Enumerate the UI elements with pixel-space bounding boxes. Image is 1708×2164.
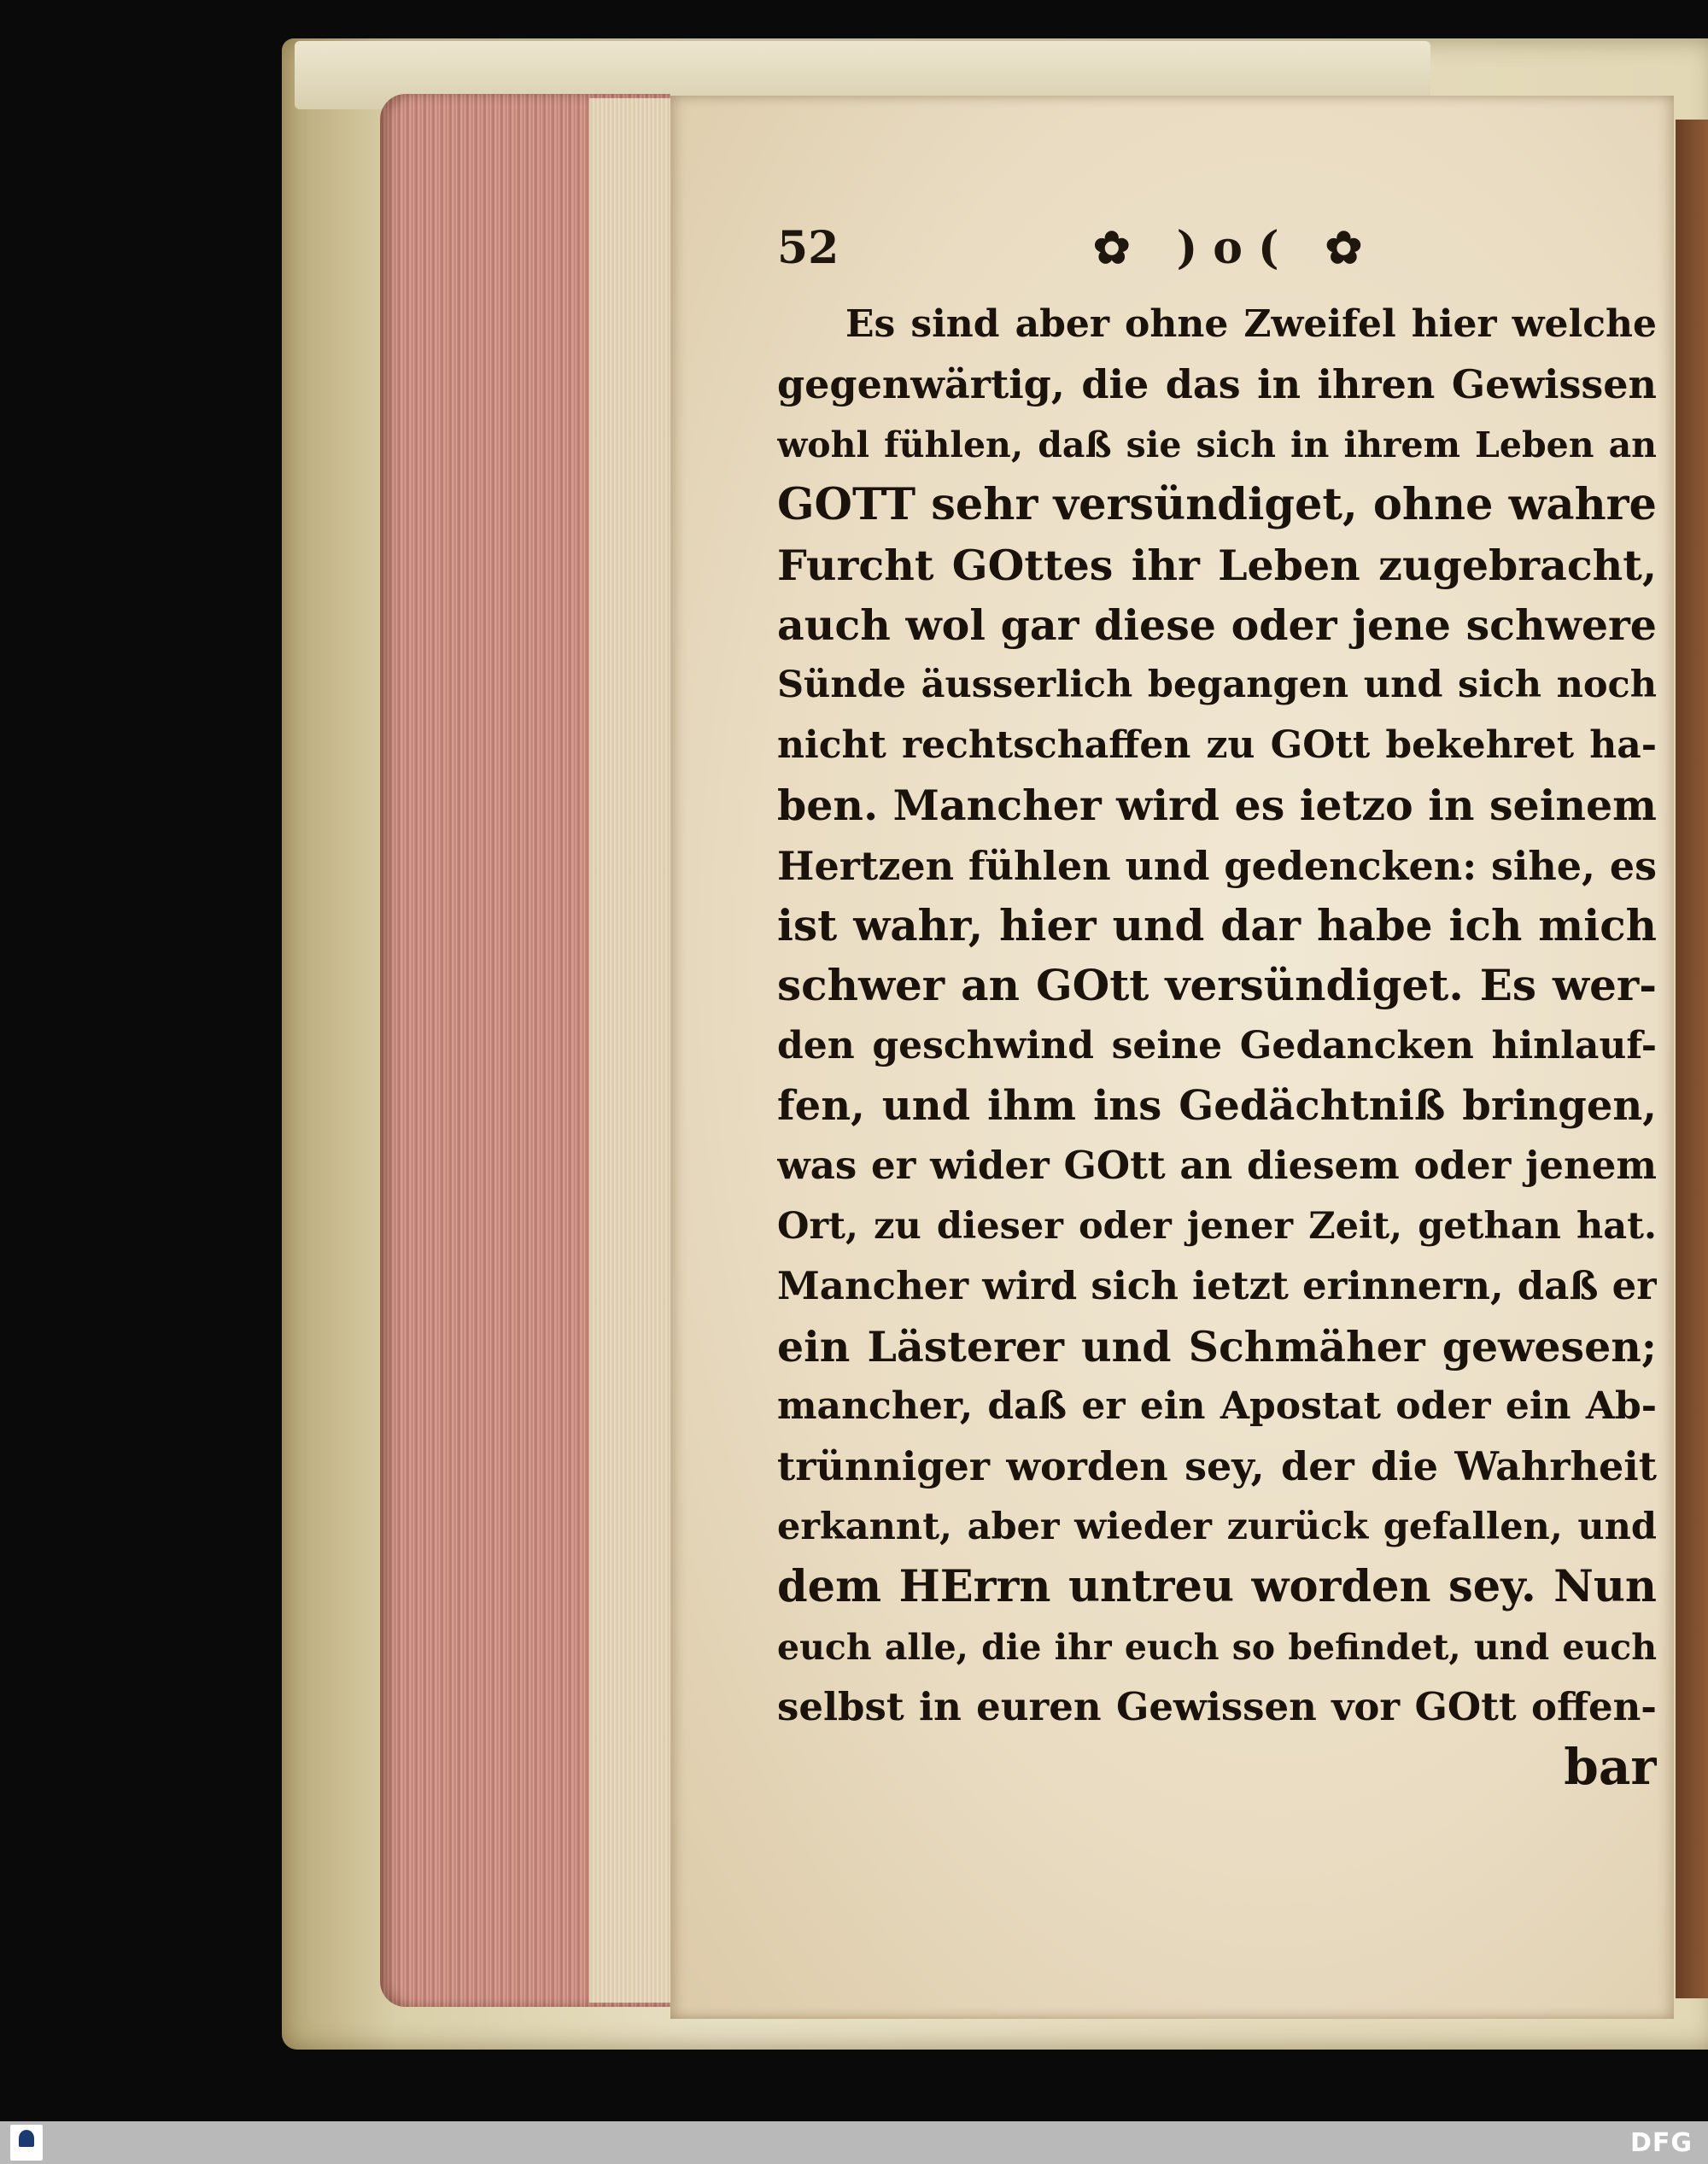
page-number: 52 [777, 222, 839, 274]
text-line: Ort, zu dieser oder jener Zeit, gethan hat. [777, 1204, 1657, 1248]
text-line: Es sind aber ohne Zweifel hier welche [845, 302, 1657, 346]
text-line: nicht rechtschaffen zu GOtt bekehret ha- [777, 722, 1657, 767]
text-line: GOTT sehr versündiget, ohne wahre [777, 479, 1657, 531]
text-line: euch alle, die ihr euch so befindet, und euch [777, 1626, 1657, 1668]
text-line: gegenwärtig, die das in ihren Gewissen [777, 361, 1657, 408]
header-ornament: ✿ )o( ✿ [1093, 222, 1378, 274]
text-line: selbst in euren Gewissen vor GOtt offen- [777, 1683, 1657, 1729]
text-line: fen, und ihm ins Gedächtniß bringen, [777, 1082, 1657, 1131]
page-header [777, 222, 1657, 282]
text-line: was er wider GOtt an diesem oder jenem [777, 1143, 1657, 1189]
text-line: Sünde äusserlich begangen und sich noch [777, 664, 1657, 707]
text-line: ein Lästerer und Schmäher gewesen; [777, 1321, 1657, 1372]
text-line: trünniger worden sey, der die Wahrheit [777, 1443, 1657, 1490]
text-line: ist wahr, hier und dar habe ich mich [777, 899, 1657, 950]
library-logo-mark [19, 2130, 34, 2147]
page-edges [589, 98, 675, 2003]
text-line: Mancher wird sich ietzt erinnern, daß er [777, 1263, 1657, 1309]
text-line: Hertzen fühlen und gedencken: sihe, es [777, 842, 1657, 889]
dfg-label: DFG [1629, 2128, 1693, 2158]
facing-page-edge [1676, 120, 1708, 1998]
text-line: ben. Mancher wird es ietzo in seinem [777, 781, 1657, 831]
page-text [777, 295, 1657, 1798]
text-line: mancher, daß er ein Apostat oder ein Ab- [777, 1384, 1657, 1429]
library-logo-icon [10, 2125, 43, 2161]
viewer-footer-bar [0, 2121, 1708, 2164]
text-line: Furcht GOttes ihr Leben zugebracht, [777, 540, 1657, 590]
text-line: dem HErrn untreu worden sey. Nun [777, 1561, 1657, 1613]
text-line: bar [1564, 1738, 1657, 1797]
text-line: erkannt, aber wieder zurück gefallen, und [777, 1505, 1657, 1548]
text-line: auch wol gar diese oder jene schwere [777, 599, 1657, 650]
text-line: schwer an GOtt versündiget. Es wer- [777, 960, 1657, 1011]
text-line: den geschwind seine Gedancken hinlauf- [777, 1023, 1657, 1067]
text-line: wohl fühlen, daß sie sich in ihrem Leben an [777, 424, 1657, 465]
